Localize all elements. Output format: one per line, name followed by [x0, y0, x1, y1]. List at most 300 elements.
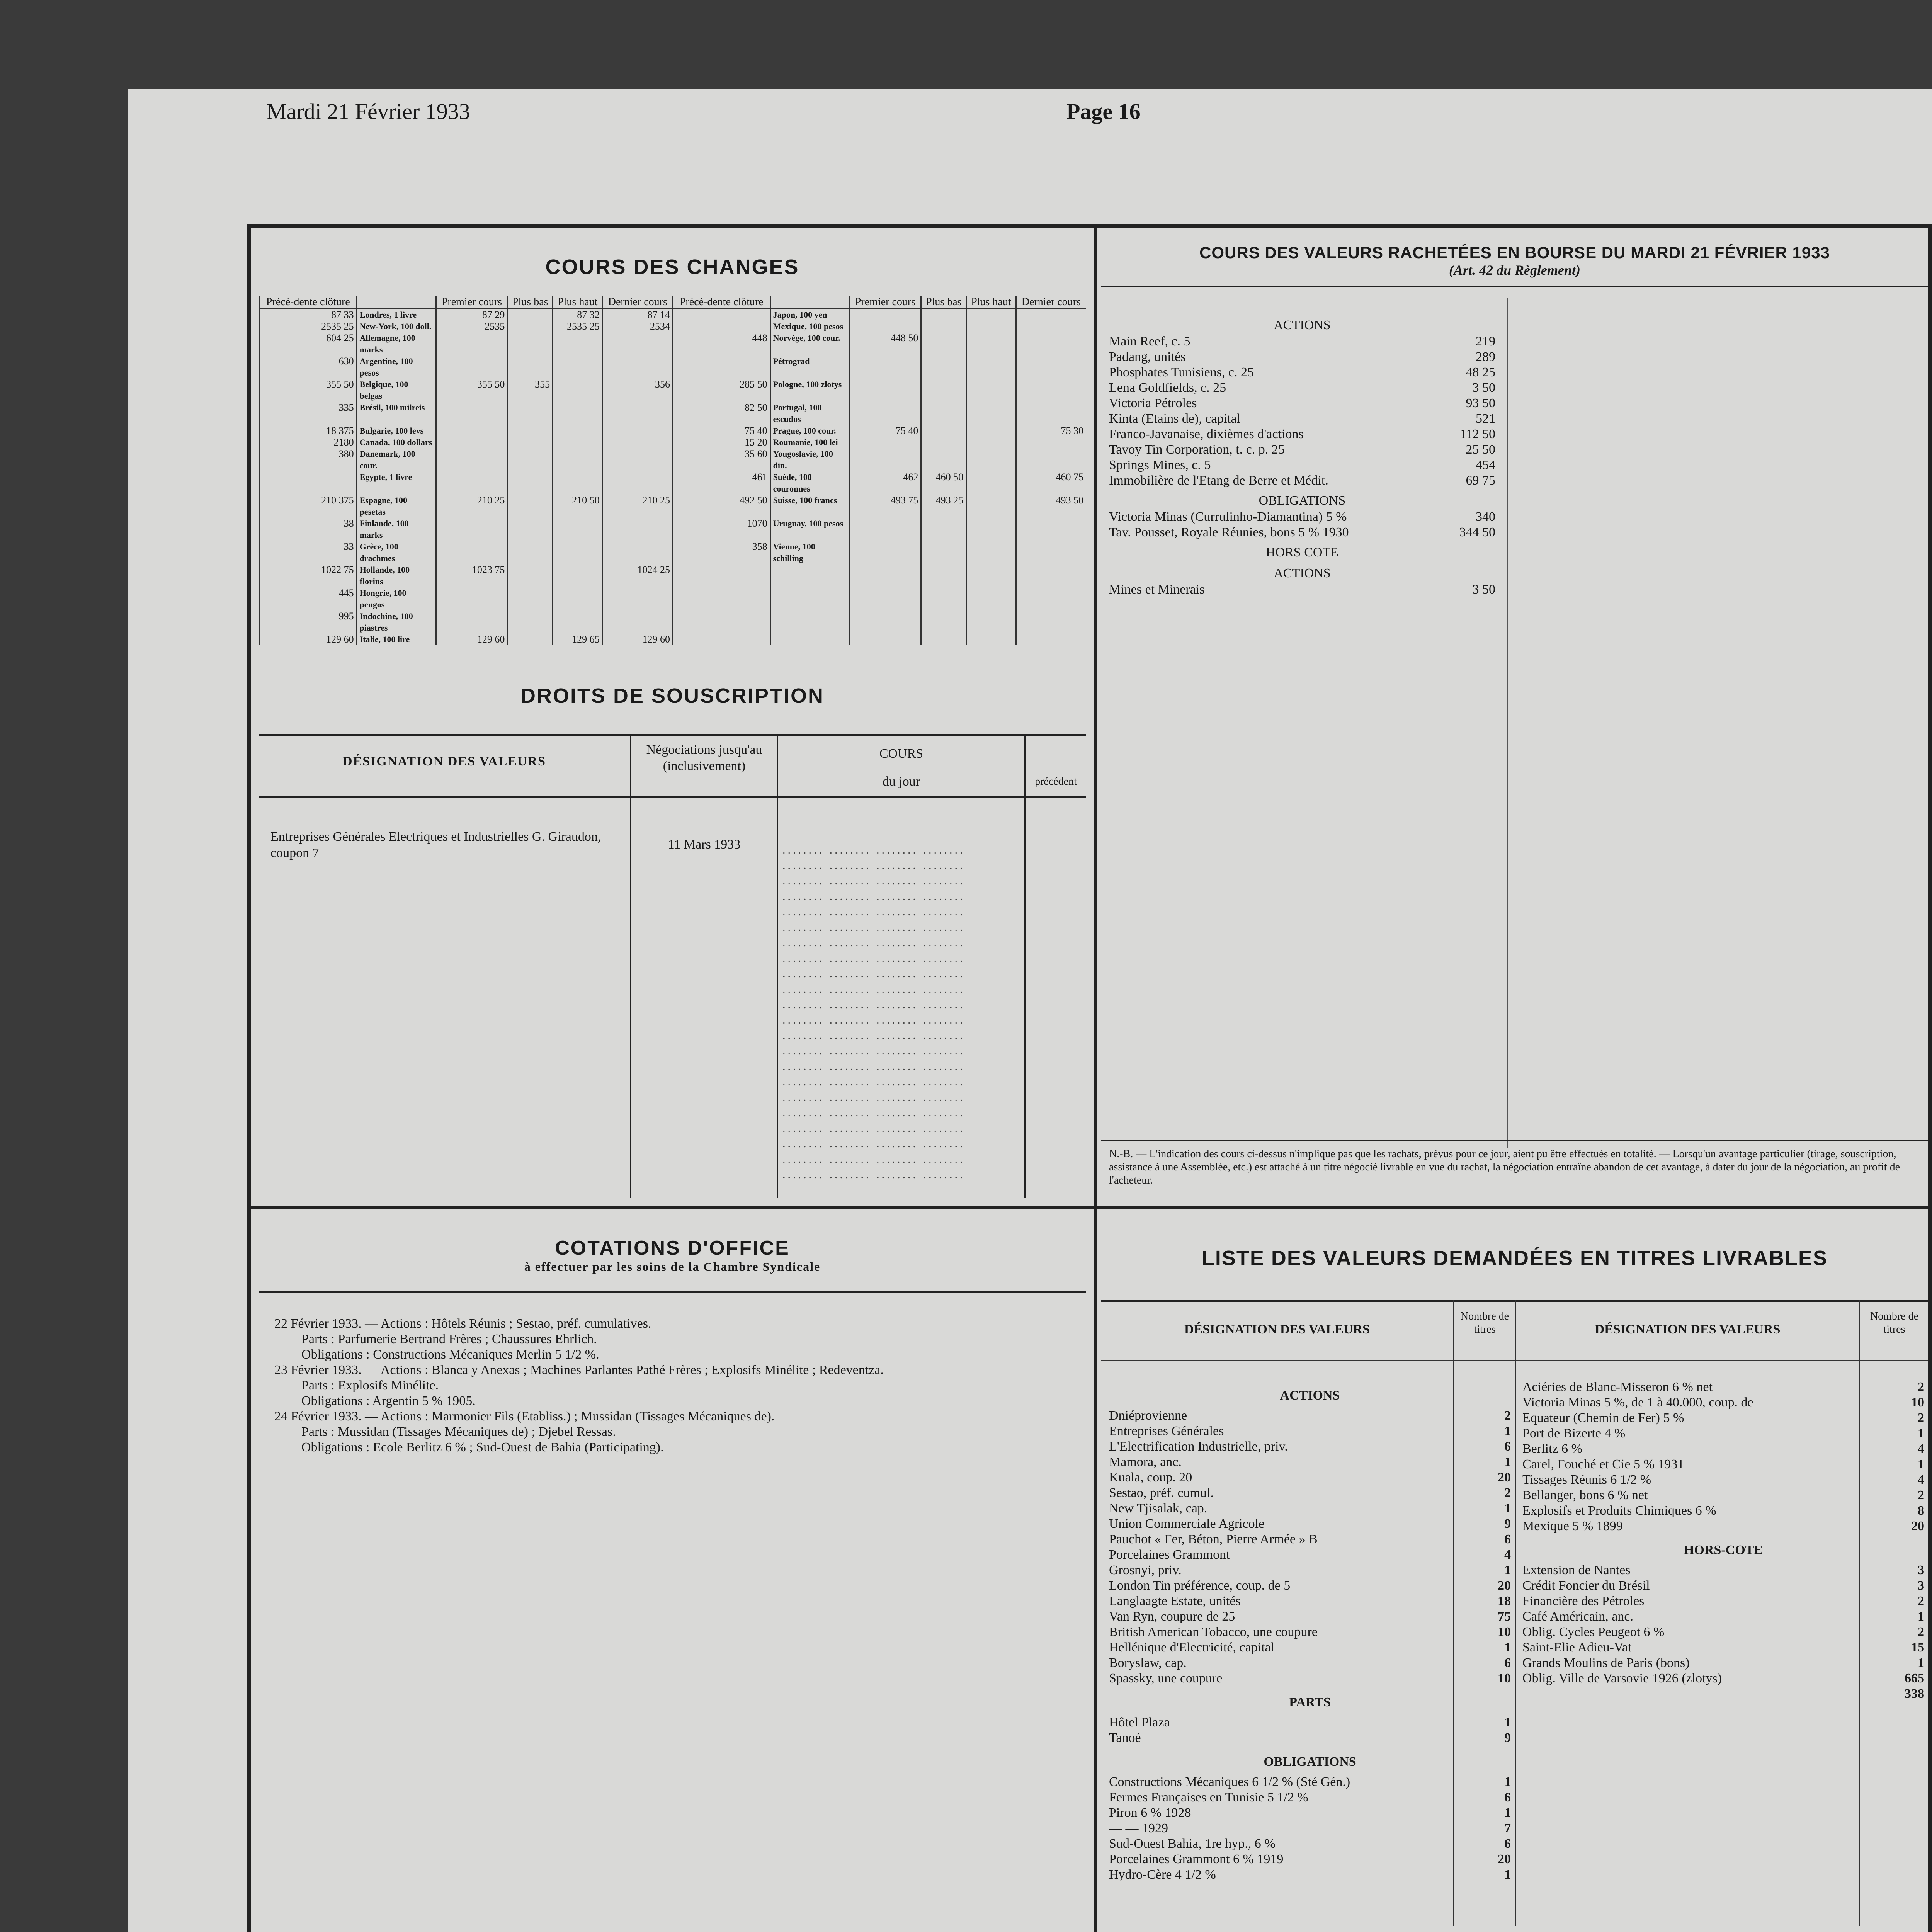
- changes-cell: 493 75: [849, 495, 921, 518]
- changes-cell: [673, 309, 770, 321]
- liste-name: Spassky, une coupure: [1109, 1671, 1223, 1685]
- liste-name: Entreprises Générales: [1109, 1424, 1224, 1438]
- rachetees-name: Tav. Pousset, Royale Réunies, bons 5 % 1930: [1109, 525, 1349, 539]
- liste-name: Bellanger, bons 6 % net: [1522, 1488, 1648, 1502]
- changes-cell: [673, 587, 770, 611]
- changes-row: [260, 518, 1086, 541]
- liste-name: Sud-Ouest Bahia, 1re hyp., 6 %: [1109, 1837, 1276, 1851]
- changes-cell: [436, 425, 508, 437]
- cotations-line: 24 Février 1933. — Actions : Marmonier Fils (Etabliss.) ; Mussidan (Tissages Mécaniques de).: [274, 1409, 775, 1423]
- changes-row: [260, 355, 1086, 379]
- liste-count: 18: [1498, 1594, 1511, 1608]
- liste-count: 1: [1504, 1501, 1511, 1515]
- changes-cell: [966, 611, 1016, 634]
- changes-cell: [508, 564, 553, 587]
- cours-des-changes: [259, 236, 1086, 668]
- liste-name: Equateur (Chemin de Fer) 5 %: [1522, 1411, 1684, 1425]
- changes-cell: [1016, 448, 1086, 471]
- changes-table: [259, 296, 1086, 645]
- rachetees-name: Immobilière de l'Etang de Berre et Médit.: [1109, 473, 1328, 488]
- changes-cell: [602, 587, 673, 611]
- liste-row: [1109, 1821, 1511, 1836]
- changes-cell: [849, 634, 921, 645]
- changes-cell: [553, 471, 603, 495]
- rachetees-price: 69 75: [1466, 473, 1495, 488]
- liste-name: Explosifs et Produits Chimiques 6 %: [1522, 1503, 1716, 1518]
- liste-count: 1: [1918, 1656, 1924, 1670]
- changes-cell: 210 25: [436, 495, 508, 518]
- liste-right-column: [1522, 1379, 1924, 1702]
- liste-count: 4: [1918, 1442, 1924, 1456]
- changes-row: [260, 611, 1086, 634]
- rachetees-row: [1109, 582, 1495, 597]
- changes-cell: [436, 402, 508, 425]
- cotations-line: Obligations : Argentin 5 % 1905.: [301, 1394, 476, 1408]
- changes-cell: [966, 379, 1016, 402]
- liste-count: 6: [1504, 1656, 1511, 1670]
- liste-row: [1109, 1671, 1511, 1686]
- rachetees-price: 344 50: [1459, 525, 1495, 539]
- changes-cell: Danemark, 100 cour.: [357, 448, 436, 471]
- liste-name: British American Tobacco, une coupure: [1109, 1625, 1318, 1639]
- changes-cell: 1023 75: [436, 564, 508, 587]
- changes-cell: [921, 564, 966, 587]
- changes-row: [260, 634, 1086, 645]
- changes-cell: [921, 611, 966, 634]
- changes-cell: [966, 587, 1016, 611]
- rachetees-row: [1109, 473, 1495, 488]
- changes-cell: 493 25: [921, 495, 966, 518]
- changes-cell: [966, 448, 1016, 471]
- rachetees-row: [1109, 442, 1495, 457]
- liste-name: Saint-Elie Adieu-Vat: [1522, 1640, 1632, 1655]
- liste-name: Financière des Pétroles: [1522, 1594, 1645, 1608]
- rachetees-price: 112 50: [1459, 427, 1495, 441]
- changes-cell: 129 60: [436, 634, 508, 645]
- changes-cell: [966, 402, 1016, 425]
- changes-cell: Prague, 100 cour.: [770, 425, 849, 437]
- changes-cell: [508, 541, 553, 564]
- liste-name: Victoria Minas 5 %, de 1 à 40.000, coup. de: [1522, 1395, 1753, 1410]
- liste-count: 6: [1504, 1837, 1511, 1851]
- changes-cell: [1016, 541, 1086, 564]
- changes-cell: [508, 309, 553, 321]
- changes-cell: [673, 564, 770, 587]
- rachetees-price: 93 50: [1466, 396, 1495, 410]
- liste-row: [1522, 1671, 1924, 1686]
- rachetees-price: 454: [1476, 458, 1495, 472]
- changes-cell: [508, 437, 553, 448]
- changes-row: [260, 587, 1086, 611]
- liste-name: Extension de Nantes: [1522, 1563, 1631, 1577]
- changes-cell: 492 50: [673, 495, 770, 518]
- changes-cell: [673, 634, 770, 645]
- changes-cell: [436, 332, 508, 355]
- liste-row: [1522, 1457, 1924, 1472]
- rachetees-price: 219: [1476, 334, 1495, 349]
- liste-name: Mexique 5 % 1899: [1522, 1519, 1623, 1533]
- changes-cell: [508, 518, 553, 541]
- changes-cell: [849, 321, 921, 332]
- changes-cell: [436, 448, 508, 471]
- changes-row: [260, 564, 1086, 587]
- changes-cell: [436, 518, 508, 541]
- changes-cell: 445: [260, 587, 357, 611]
- changes-cell: [966, 355, 1016, 379]
- changes-cell: [921, 587, 966, 611]
- changes-cell: Mexique, 100 pesos: [770, 321, 849, 332]
- liste-row: [1109, 1423, 1511, 1439]
- changes-cell: [553, 379, 603, 402]
- changes-cell: 2535 25: [260, 321, 357, 332]
- rachetees-section-heading: ACTIONS: [1274, 566, 1331, 580]
- changes-row: [260, 332, 1086, 355]
- changes-cell: [602, 425, 673, 437]
- liste-row: [1522, 1503, 1924, 1519]
- liste-name: Hôtel Plaza: [1109, 1715, 1170, 1730]
- changes-cell: 285 50: [673, 379, 770, 402]
- liste-col-nombre-left: Nombre de titres: [1460, 1310, 1509, 1335]
- changes-cell: [1016, 321, 1086, 332]
- rachetees-price: 3 50: [1472, 582, 1495, 597]
- rachetees-row: [1109, 457, 1495, 473]
- liste-name: Mamora, anc.: [1109, 1455, 1182, 1469]
- liste-row: [1109, 1609, 1511, 1624]
- cotations-line: Parts : Explosifs Minélite.: [301, 1378, 439, 1393]
- changes-cell: [921, 402, 966, 425]
- changes-cell: [966, 321, 1016, 332]
- liste-name: Langlaagte Estate, unités: [1109, 1594, 1241, 1608]
- liste-row: [1109, 1454, 1511, 1470]
- rachetees-row: [1109, 365, 1495, 380]
- liste-count: 1: [1504, 1806, 1511, 1820]
- changes-col-header: Plus bas: [508, 296, 553, 309]
- changes-cell: 460 50: [921, 471, 966, 495]
- rachetees-row: [1109, 427, 1495, 442]
- changes-cell: 87 32: [553, 309, 603, 321]
- changes-cell: [508, 587, 553, 611]
- changes-cell: [1016, 402, 1086, 425]
- rachetees-row: [1109, 380, 1495, 396]
- rachetees-name: Phosphates Tunisiens, c. 25: [1109, 365, 1254, 379]
- changes-cell: [1016, 355, 1086, 379]
- liste-row: [1109, 1852, 1511, 1867]
- liste-name: Union Commerciale Agricole: [1109, 1517, 1265, 1531]
- changes-cell: 210 50: [553, 495, 603, 518]
- changes-cell: Finlande, 100 marks: [357, 518, 436, 541]
- changes-cell: [849, 379, 921, 402]
- changes-cell: 75 40: [849, 425, 921, 437]
- cotations-subtitle: à effectuer par les soins de la Chambre Syndicale: [524, 1260, 821, 1274]
- changes-cell: Yougoslavie, 100 din.: [770, 448, 849, 471]
- changes-cell: [770, 564, 849, 587]
- changes-cell: [849, 564, 921, 587]
- changes-cell: 380: [260, 448, 357, 471]
- changes-cell: [921, 321, 966, 332]
- changes-cell: 38: [260, 518, 357, 541]
- changes-col-header: Premier cours: [849, 296, 921, 309]
- changes-cell: Allemagne, 100 marks: [357, 332, 436, 355]
- changes-cell: Belgique, 100 belgas: [357, 379, 436, 402]
- changes-cell: 356: [602, 379, 673, 402]
- changes-cell: 82 50: [673, 402, 770, 425]
- liste-count: 2: [1918, 1380, 1924, 1394]
- changes-cell: [673, 611, 770, 634]
- changes-cell: [849, 541, 921, 564]
- changes-cell: Pétrograd: [770, 355, 849, 379]
- liste-name: L'Electrification Industrielle, priv.: [1109, 1439, 1288, 1454]
- liste-name: Porcelaines Grammont 6 % 1919: [1109, 1852, 1284, 1866]
- changes-cell: [508, 332, 553, 355]
- liste-name: Sestao, préf. cumul.: [1109, 1486, 1214, 1500]
- changes-cell: [921, 355, 966, 379]
- liste-count: 1: [1504, 1640, 1511, 1655]
- droits-dotted-rows: ........ ........ ........ ........ ........ ........ ........ ........ ........ ........ ........ ........ ........ ........ ........ ........ ........ ........ ........ ........ ........ ........ ........ ........ ........ ........ ........ ........ ........ ........ ........ ........ ........ ........ ........ ........ ........ ........ ........ ........ ........ ........ ........ ........ ........ ........ ........ ........ ........ ........ ........ ........ ........ ........ ........ ........ ........ ........ ........ ........ ........ ........ ........ ........ ........ ........ ........ ........ ........ ........ ........ ........ ........ ........ ........ ........ ........ ........ ........ ........ ........ ........ ........ ........ ........ ........ ........ ........: [782, 844, 965, 1181]
- changes-cell: 2180: [260, 437, 357, 448]
- rachetees-price: 48 25: [1466, 365, 1495, 379]
- changes-cell: Roumanie, 100 lei: [770, 437, 849, 448]
- rachetees-name: Victoria Pétroles: [1109, 396, 1197, 410]
- liste-row: [1109, 1532, 1511, 1547]
- page-number: Page 16: [1066, 99, 1141, 124]
- liste-name: Carel, Fouché et Cie 5 % 1931: [1522, 1457, 1684, 1471]
- liste-row: [1109, 1594, 1511, 1609]
- changes-cell: 129 60: [260, 634, 357, 645]
- liste-row: [1109, 1516, 1511, 1532]
- changes-cell: 75 30: [1016, 425, 1086, 437]
- changes-col-header: Plus bas: [921, 296, 966, 309]
- liste-count: 4: [1918, 1473, 1924, 1487]
- liste-col-designation-right: DÉSIGNATION DES VALEURS: [1595, 1322, 1781, 1337]
- rachetees-name: Mines et Minerais: [1109, 582, 1205, 597]
- liste-name: Grands Moulins de Paris (bons): [1522, 1656, 1690, 1670]
- liste-row: [1109, 1640, 1511, 1655]
- droits-col-precedent: précédent: [1035, 776, 1077, 787]
- changes-cell: [1016, 309, 1086, 321]
- rachetees-price: 521: [1476, 412, 1495, 426]
- changes-cell: [1016, 564, 1086, 587]
- changes-cell: [921, 309, 966, 321]
- changes-cell: 87 29: [436, 309, 508, 321]
- changes-cell: [966, 332, 1016, 355]
- liste-row: [1109, 1485, 1511, 1501]
- liste-name: Grosnyi, priv.: [1109, 1563, 1182, 1577]
- changes-cell: [602, 355, 673, 379]
- changes-cell: Suisse, 100 francs: [770, 495, 849, 518]
- changes-cell: [921, 448, 966, 471]
- changes-cell: [849, 611, 921, 634]
- rachetees-subtitle: (Art. 42 du Règlement): [1449, 262, 1580, 278]
- liste-row: [1109, 1774, 1511, 1790]
- changes-row: [260, 437, 1086, 448]
- liste-row: [1522, 1472, 1924, 1488]
- liste-heading: HORS-COTE: [1684, 1543, 1763, 1557]
- changes-cell: 462: [849, 471, 921, 495]
- changes-cell: 448 50: [849, 332, 921, 355]
- changes-cell: [921, 437, 966, 448]
- rachetees-name: Victoria Minas (Currulinho-Diamantina) 5 %: [1109, 510, 1347, 524]
- changes-cell: Pologne, 100 zlotys: [770, 379, 849, 402]
- changes-cell: 995: [260, 611, 357, 634]
- changes-cell: [673, 321, 770, 332]
- rachetees-name: Kinta (Etains de), capital: [1109, 412, 1240, 426]
- changes-row: [260, 425, 1086, 437]
- liste-count: 1: [1918, 1426, 1924, 1440]
- liste-row: [1522, 1640, 1924, 1655]
- liste-count: 2: [1918, 1411, 1924, 1425]
- cotations-title: COTATIONS D'OFFICE: [555, 1237, 790, 1259]
- liste-row: [1522, 1624, 1924, 1640]
- rachetees-list: [1109, 313, 1495, 597]
- liste-row: [1522, 1426, 1924, 1441]
- droits-title: DROITS DE SOUSCRIPTION: [520, 684, 825, 707]
- changes-cell: 33: [260, 541, 357, 564]
- changes-cell: 75 40: [673, 425, 770, 437]
- changes-cell: [1016, 379, 1086, 402]
- changes-row: [260, 541, 1086, 564]
- liste-count: 1: [1504, 1563, 1511, 1577]
- liste-count: 9: [1504, 1731, 1511, 1745]
- changes-row: [260, 321, 1086, 332]
- liste-name: Tissages Réunis 6 1/2 %: [1522, 1473, 1651, 1487]
- changes-cell: New-York, 100 doll.: [357, 321, 436, 332]
- changes-cell: 18 375: [260, 425, 357, 437]
- changes-cell: 15 20: [673, 437, 770, 448]
- droits-entry-date: 11 Mars 1933: [668, 837, 741, 852]
- changes-cell: 87 14: [602, 309, 673, 321]
- changes-cell: Grèce, 100 drachmes: [357, 541, 436, 564]
- liste-name: Piron 6 % 1928: [1109, 1806, 1191, 1820]
- liste-count: 7: [1504, 1821, 1511, 1835]
- liste-col-nombre-right: Nombre de titres: [1870, 1310, 1919, 1335]
- liste-row: [1522, 1609, 1924, 1624]
- cotations-line: Obligations : Constructions Mécaniques Merlin 5 1/2 %.: [301, 1347, 599, 1362]
- changes-cell: [553, 518, 603, 541]
- changes-cell: [553, 611, 603, 634]
- cotations-line: Obligations : Ecole Berlitz 6 % ; Sud-Ouest de Bahia (Participating).: [301, 1440, 664, 1454]
- liste-count: 6: [1504, 1439, 1511, 1454]
- liste-heading: PARTS: [1289, 1695, 1331, 1709]
- liste-row: [1109, 1578, 1511, 1594]
- changes-row: [260, 448, 1086, 471]
- liste-count: 665: [1905, 1671, 1924, 1685]
- liste-count: 1: [1504, 1867, 1511, 1882]
- liste-count: 10: [1911, 1395, 1924, 1410]
- changes-cell: [436, 355, 508, 379]
- liste-count: 6: [1504, 1790, 1511, 1804]
- page-date: Mardi 21 Février 1933: [267, 99, 470, 124]
- rachetees-price: 340: [1476, 510, 1495, 524]
- liste-count: 20: [1498, 1578, 1511, 1593]
- changes-cell: Espagne, 100 pesetas: [357, 495, 436, 518]
- changes-cell: [849, 518, 921, 541]
- liste-row: [1522, 1395, 1924, 1410]
- liste-name: Tanoé: [1109, 1731, 1141, 1745]
- liste-row: [1522, 1410, 1924, 1426]
- changes-cell: [849, 309, 921, 321]
- liste-row: [1522, 1441, 1924, 1457]
- liste-row: [1109, 1501, 1511, 1516]
- changes-cell: [602, 471, 673, 495]
- changes-cell: Uruguay, 100 pesos: [770, 518, 849, 541]
- changes-col-header: Précé-dente clôture: [673, 296, 770, 309]
- changes-cell: Hongrie, 100 pengos: [357, 587, 436, 611]
- liste-count: 2: [1504, 1408, 1511, 1423]
- changes-cell: Egypte, 1 livre: [357, 471, 436, 495]
- changes-cell: 355: [508, 379, 553, 402]
- rachetees-name: Franco-Javanaise, dixièmes d'actions: [1109, 427, 1304, 441]
- liste-row: [1109, 1624, 1511, 1640]
- changes-cell: [921, 541, 966, 564]
- liste-count: 1: [1504, 1775, 1511, 1789]
- rachetees-row: [1109, 349, 1495, 365]
- changes-cell: [849, 402, 921, 425]
- liste-name: — — 1929: [1109, 1821, 1168, 1835]
- liste-name: Oblig. Ville de Varsovie 1926 (zlotys): [1522, 1671, 1722, 1685]
- changes-cell: 87 33: [260, 309, 357, 321]
- changes-cell: [553, 332, 603, 355]
- liste-row: [1522, 1578, 1924, 1594]
- changes-cell: Brésil, 100 milreis: [357, 402, 436, 425]
- rachetees-row: [1109, 411, 1495, 427]
- liste-count: 3: [1918, 1578, 1924, 1593]
- liste-row: [1522, 1655, 1924, 1671]
- liste-name: Boryslaw, cap.: [1109, 1656, 1187, 1670]
- changes-cell: 355 50: [260, 379, 357, 402]
- droits-col-cours: COURS: [879, 747, 923, 761]
- changes-cell: Suède, 100 couronnes: [770, 471, 849, 495]
- changes-cell: 448: [673, 332, 770, 355]
- changes-cell: 2535 25: [553, 321, 603, 332]
- changes-col-header: Précé-dente clôture: [260, 296, 357, 309]
- changes-cell: [553, 564, 603, 587]
- liste-row: [1109, 1790, 1511, 1805]
- changes-cell: [553, 437, 603, 448]
- liste-count: 10: [1498, 1625, 1511, 1639]
- liste-name: Fermes Françaises en Tunisie 5 1/2 %: [1109, 1790, 1308, 1804]
- changes-cell: Portugal, 100 escudos: [770, 402, 849, 425]
- liste-heading: OBLIGATIONS: [1264, 1755, 1356, 1769]
- changes-cell: [602, 402, 673, 425]
- liste-name: Porcelaines Grammont: [1109, 1548, 1230, 1562]
- changes-cell: [966, 634, 1016, 645]
- changes-cell: [508, 471, 553, 495]
- changes-cell: [849, 587, 921, 611]
- changes-cell: [966, 471, 1016, 495]
- liste-count: 2: [1918, 1625, 1924, 1639]
- changes-cell: [602, 437, 673, 448]
- changes-cell: 461: [673, 471, 770, 495]
- changes-cell: [602, 611, 673, 634]
- changes-cell: [553, 541, 603, 564]
- droits-col-du-jour: du jour: [882, 774, 920, 789]
- changes-col-header: [357, 296, 436, 309]
- liste-name: Pauchot « Fer, Béton, Pierre Armée » B: [1109, 1532, 1318, 1546]
- changes-cell: 358: [673, 541, 770, 564]
- rachetees-title: COURS DES VALEURS RACHETÉES EN BOURSE DU MARDI 21 FÉVRIER 1933: [1199, 243, 1830, 262]
- changes-cell: [508, 402, 553, 425]
- changes-col-header: Dernier cours: [1016, 296, 1086, 309]
- changes-cell: [436, 471, 508, 495]
- rachetees-name: Tavoy Tin Corporation, t. c. p. 25: [1109, 442, 1285, 457]
- liste-count: 20: [1498, 1470, 1511, 1485]
- changes-cell: Canada, 100 dollars: [357, 437, 436, 448]
- liste-name: Aciéries de Blanc-Misseron 6 % net: [1522, 1380, 1713, 1394]
- changes-col-header: Dernier cours: [602, 296, 673, 309]
- changes-cell: Japon, 100 yen: [770, 309, 849, 321]
- changes-cell: [260, 471, 357, 495]
- liste-name: Oblig. Cycles Peugeot 6 %: [1522, 1625, 1665, 1639]
